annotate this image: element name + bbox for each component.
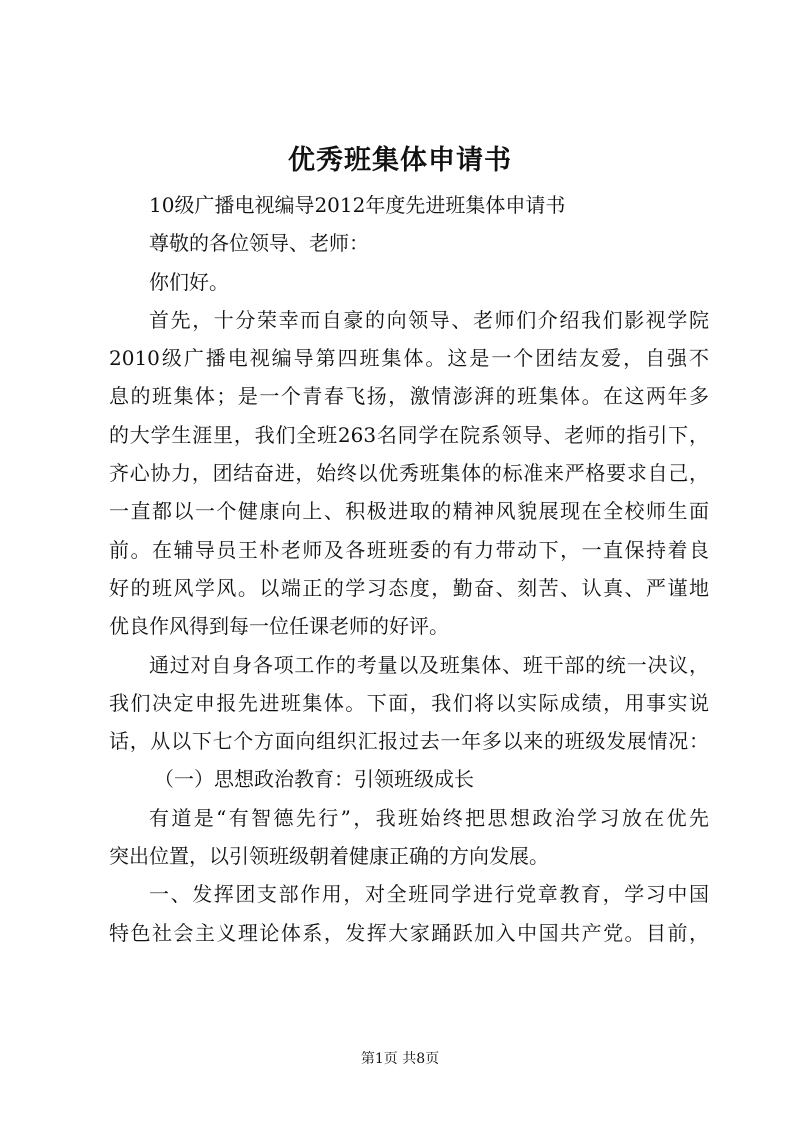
paragraph-line: 有道是“有智德先行”，我班始终把思想政治学习放在优先 [149,805,709,830]
paragraph-line: 我们决定申报先进班集体。下面，我们将以实际成绩，用事实说 [109,690,709,715]
document-title: 优秀班集体申请书 [288,145,512,176]
paragraph-line: 前。在辅导员王朴老师及各班班委的有力带动下，一直保持着良 [109,537,709,562]
paragraph-line: 一、发挥团支部作用，对全班同学进行党章教育，学习中国 [149,882,709,907]
paragraph-line: 优良作风得到每一位任课老师的好评。 [109,614,449,639]
page-number-footer: 第1页 共8页 [360,1051,440,1067]
paragraph-line: 特色社会主义理论体系，发挥大家踊跃加入中国共产党。目前， [109,920,709,945]
paragraph-line: 首先，十分荣幸而自豪的向领导、老师们介绍我们影视学院 [149,307,709,332]
paragraph-line: 2010级广播电视编导第四班集体。这是一个团结友爱，自强不 [109,346,709,371]
paragraph-line: 话，从以下七个方面向组织汇报过去一年多以来的班级发展情况： [109,729,709,754]
document-body [109,186,709,952]
subtitle-line: 10级广播电视编导2012年度先进班集体申请书 [149,193,566,217]
paragraph-line: 突出位置，以引领班级朝着健康正确的方向发展。 [109,844,549,869]
section-heading: （一）思想政治教育：引领班级成长 [154,767,474,792]
paragraph-line: 息的班集体；是一个青春飞扬，激情澎湃的班集体。在这两年多 [109,384,709,409]
paragraph-line: 齐心协力，团结奋进，始终以优秀班集体的标准来严格要求自己， [109,461,709,486]
paragraph-line: 好的班风学风。以端正的学习态度，勤奋、刻苦、认真、严谨地 [109,575,709,600]
paragraph-line: 一直都以一个健康向上、积极进取的精神风貌展现在全校师生面 [109,499,709,524]
greeting-line: 你们好。 [149,269,229,294]
paragraph-line: 通过对自身各项工作的考量以及班集体、班干部的统一决议， [149,652,709,677]
salutation-line: 尊敬的各位领导、老师： [149,231,369,256]
paragraph-line: 的大学生涯里，我们全班263名同学在院系领导、老师的指引下， [109,422,709,447]
